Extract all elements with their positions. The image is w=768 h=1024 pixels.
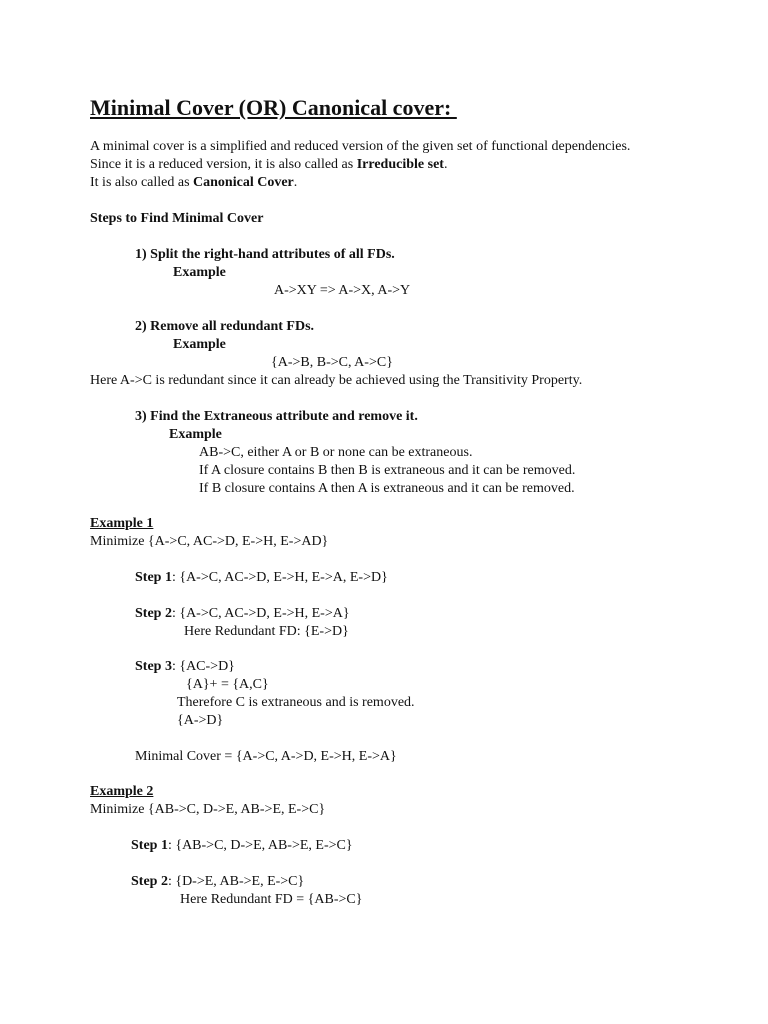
intro-line-3-end: .	[293, 175, 298, 190]
step-1-example-line: A->XY => A->X, A->Y	[274, 283, 411, 298]
example-1-result: Minimal Cover = {A->C, A->D, E->H, E->A}	[135, 749, 397, 764]
step-3-example-label: Example	[169, 427, 222, 442]
step-3-example-line-1: AB->C, either A or B or none can be extraneous.	[199, 445, 473, 460]
canonical-cover-term: Canonical Cover	[193, 175, 294, 190]
example-2-step-1	[131, 837, 353, 855]
example-1-step-2-label: Step 2	[135, 606, 172, 621]
intro-line-1: A minimal cover is a simplified and reduced version of the given set of functional dependencies.	[90, 139, 631, 154]
step-1-heading: 1) Split the right-hand attributes of all FDs.	[135, 247, 395, 262]
example-2-step-2	[131, 873, 304, 891]
example-1-heading: Example 1	[90, 516, 154, 531]
step-2-note: Here A->C is redundant since it can already be achieved using the Transitivity Property.	[90, 373, 583, 388]
example-1-step-1	[135, 569, 388, 587]
step-3-example-line-3: If B closure contains A then A is extraneous and it can be removed.	[199, 481, 575, 496]
example-2-step-1-label: Step 1	[131, 838, 168, 853]
step-2-example-label: Example	[173, 337, 226, 352]
example-1-step-2-note: Here Redundant FD: {E->D}	[184, 624, 349, 639]
step-2-heading: 2) Remove all redundant FDs.	[135, 319, 315, 334]
example-1-step-3-line-2: Therefore C is extraneous and is removed.	[177, 695, 415, 710]
step-2-example-line: {A->B, B->C, A->C}	[271, 355, 393, 370]
page-title: Minimal Cover (OR) Canonical cover:	[90, 95, 457, 120]
intro-line-2-text: Since it is a reduced version, it is also called as	[90, 157, 357, 172]
example-2-step-2-text: : {D->E, AB->E, E->C}	[167, 874, 305, 889]
example-1-step-2-text: : {A->C, AC->D, E->H, E->A}	[171, 606, 350, 621]
example-1-minimize: Minimize {A->C, AC->D, E->H, E->AD}	[90, 534, 329, 549]
example-1-step-3-label: Step 3	[135, 659, 172, 674]
example-2-minimize: Minimize {AB->C, D->E, AB->E, E->C}	[90, 802, 326, 817]
example-1-step-3-line-3: {A->D}	[177, 713, 224, 728]
example-2-step-2-note: Here Redundant FD = {AB->C}	[180, 892, 363, 907]
step-3-example-line-2: If A closure contains B then B is extraneous and it can be removed.	[199, 463, 576, 478]
example-2-step-2-label: Step 2	[131, 874, 168, 889]
example-1-step-1-text: : {A->C, AC->D, E->H, E->A, E->D}	[171, 570, 388, 585]
irreducible-set-term: Irreducible set	[356, 157, 444, 172]
example-1-step-1-label: Step 1	[135, 570, 172, 585]
intro-line-3	[90, 174, 297, 192]
example-1-step-2	[135, 605, 350, 623]
example-1-step-3	[135, 658, 235, 676]
example-1-step-3-line-1: {A}+ = {A,C}	[186, 677, 269, 692]
step-3-heading: 3) Find the Extraneous attribute and remove it.	[135, 409, 418, 424]
intro-line-3-text: It is also called as	[90, 175, 194, 190]
example-1-step-3-text: : {AC->D}	[171, 659, 235, 674]
example-2-step-1-text: : {AB->C, D->E, AB->E, E->C}	[167, 838, 353, 853]
example-2-heading: Example 2	[90, 784, 154, 799]
step-1-example-label: Example	[173, 265, 226, 280]
intro-line-2	[90, 156, 447, 174]
steps-heading: Steps to Find Minimal Cover	[90, 211, 264, 226]
intro-line-2-end: .	[443, 157, 448, 172]
